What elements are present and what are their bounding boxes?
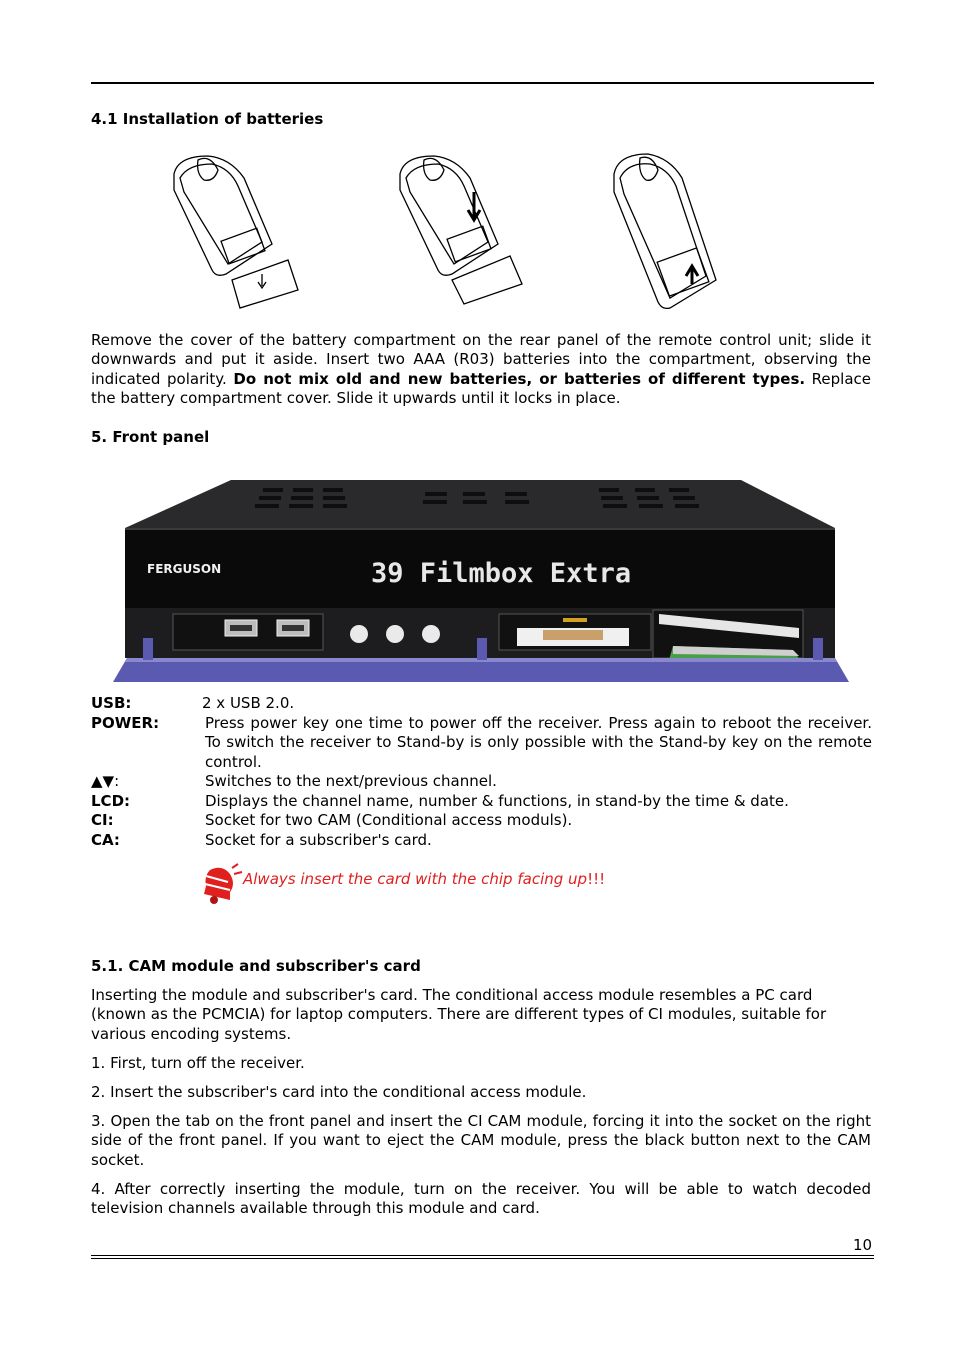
bell-warning-icon <box>200 862 244 906</box>
footer-rule-1 <box>91 1255 874 1256</box>
definition-usb: USB: 2 x USB 2.0. <box>91 694 295 712</box>
definition-ca: CA: Socket for a subscriber's card. <box>91 831 432 849</box>
cam-step-2: 2. Insert the subscriber's card into the conditional access module. <box>91 1083 587 1101</box>
cam-step-1: 1. First, turn off the receiver. <box>91 1054 305 1072</box>
section-title-batteries: 4.1 Installation of batteries <box>91 110 324 128</box>
header-rule <box>91 82 874 84</box>
remote-illustration-3 <box>608 152 723 312</box>
remote-illustration-1 <box>168 152 303 312</box>
receiver-brand-logo: FERGUSON <box>147 562 222 576</box>
definition-power: POWER: Press power key one time to power off the receiver. Press again to reboot the receiver. To switch the receiver to Stand-by is only possible with the Stand-by key on the remote control. <box>91 714 872 771</box>
receiver-front-panel-image <box>113 478 853 684</box>
battery-warning-bold: Do not mix old and new batteries, or batteries of different types. <box>233 369 806 388</box>
footer-rule-2 <box>91 1258 874 1259</box>
page-number: 10 <box>853 1236 873 1254</box>
battery-paragraph: Remove the cover of the battery compartment on the rear panel of the remote control unit; slide it downwards and put it aside. Insert two AAA (R03) batteries into the compartment, observing the indicated polarity. Do not mix old and new batteries, or batteries of different types. Replace the battery compartment cover. Slide it upwards until it locks in place. <box>91 331 872 408</box>
definition-channel-arrows: ▲▼: Switches to the next/previous channel. <box>91 772 497 790</box>
warning-text: Always insert the card with the chip facing up!!! <box>243 870 606 888</box>
receiver-lcd-display: 39 Filmbox Extra <box>371 558 632 589</box>
remote-illustration-2 <box>396 152 531 312</box>
cam-step-3: 3. Open the tab on the front panel and insert the CI CAM module, forcing it into the socket on the right side of the front panel. If you want to eject the CAM module, press the black button next to the CAM socket. <box>91 1112 871 1169</box>
definition-lcd: LCD: Displays the channel name, number & functions, in stand-by the time & date. <box>91 792 789 810</box>
definition-ci: CI: Socket for two CAM (Conditional access moduls). <box>91 811 573 829</box>
section-title-cam: 5.1. CAM module and subscriber's card <box>91 957 421 975</box>
up-down-arrows-icon: ▲▼: <box>91 772 120 790</box>
cam-intro-paragraph: Inserting the module and subscriber's card. The conditional access module resembles a PC card (known as the PCMCIA) for laptop computers. There are different types of CI modules, suitable for various encoding systems. <box>91 986 827 1043</box>
cam-step-4: 4. After correctly inserting the module, turn on the receiver. You will be able to watch decoded television channels available through this module and card. <box>91 1180 871 1218</box>
section-title-front-panel: 5. Front panel <box>91 428 210 446</box>
